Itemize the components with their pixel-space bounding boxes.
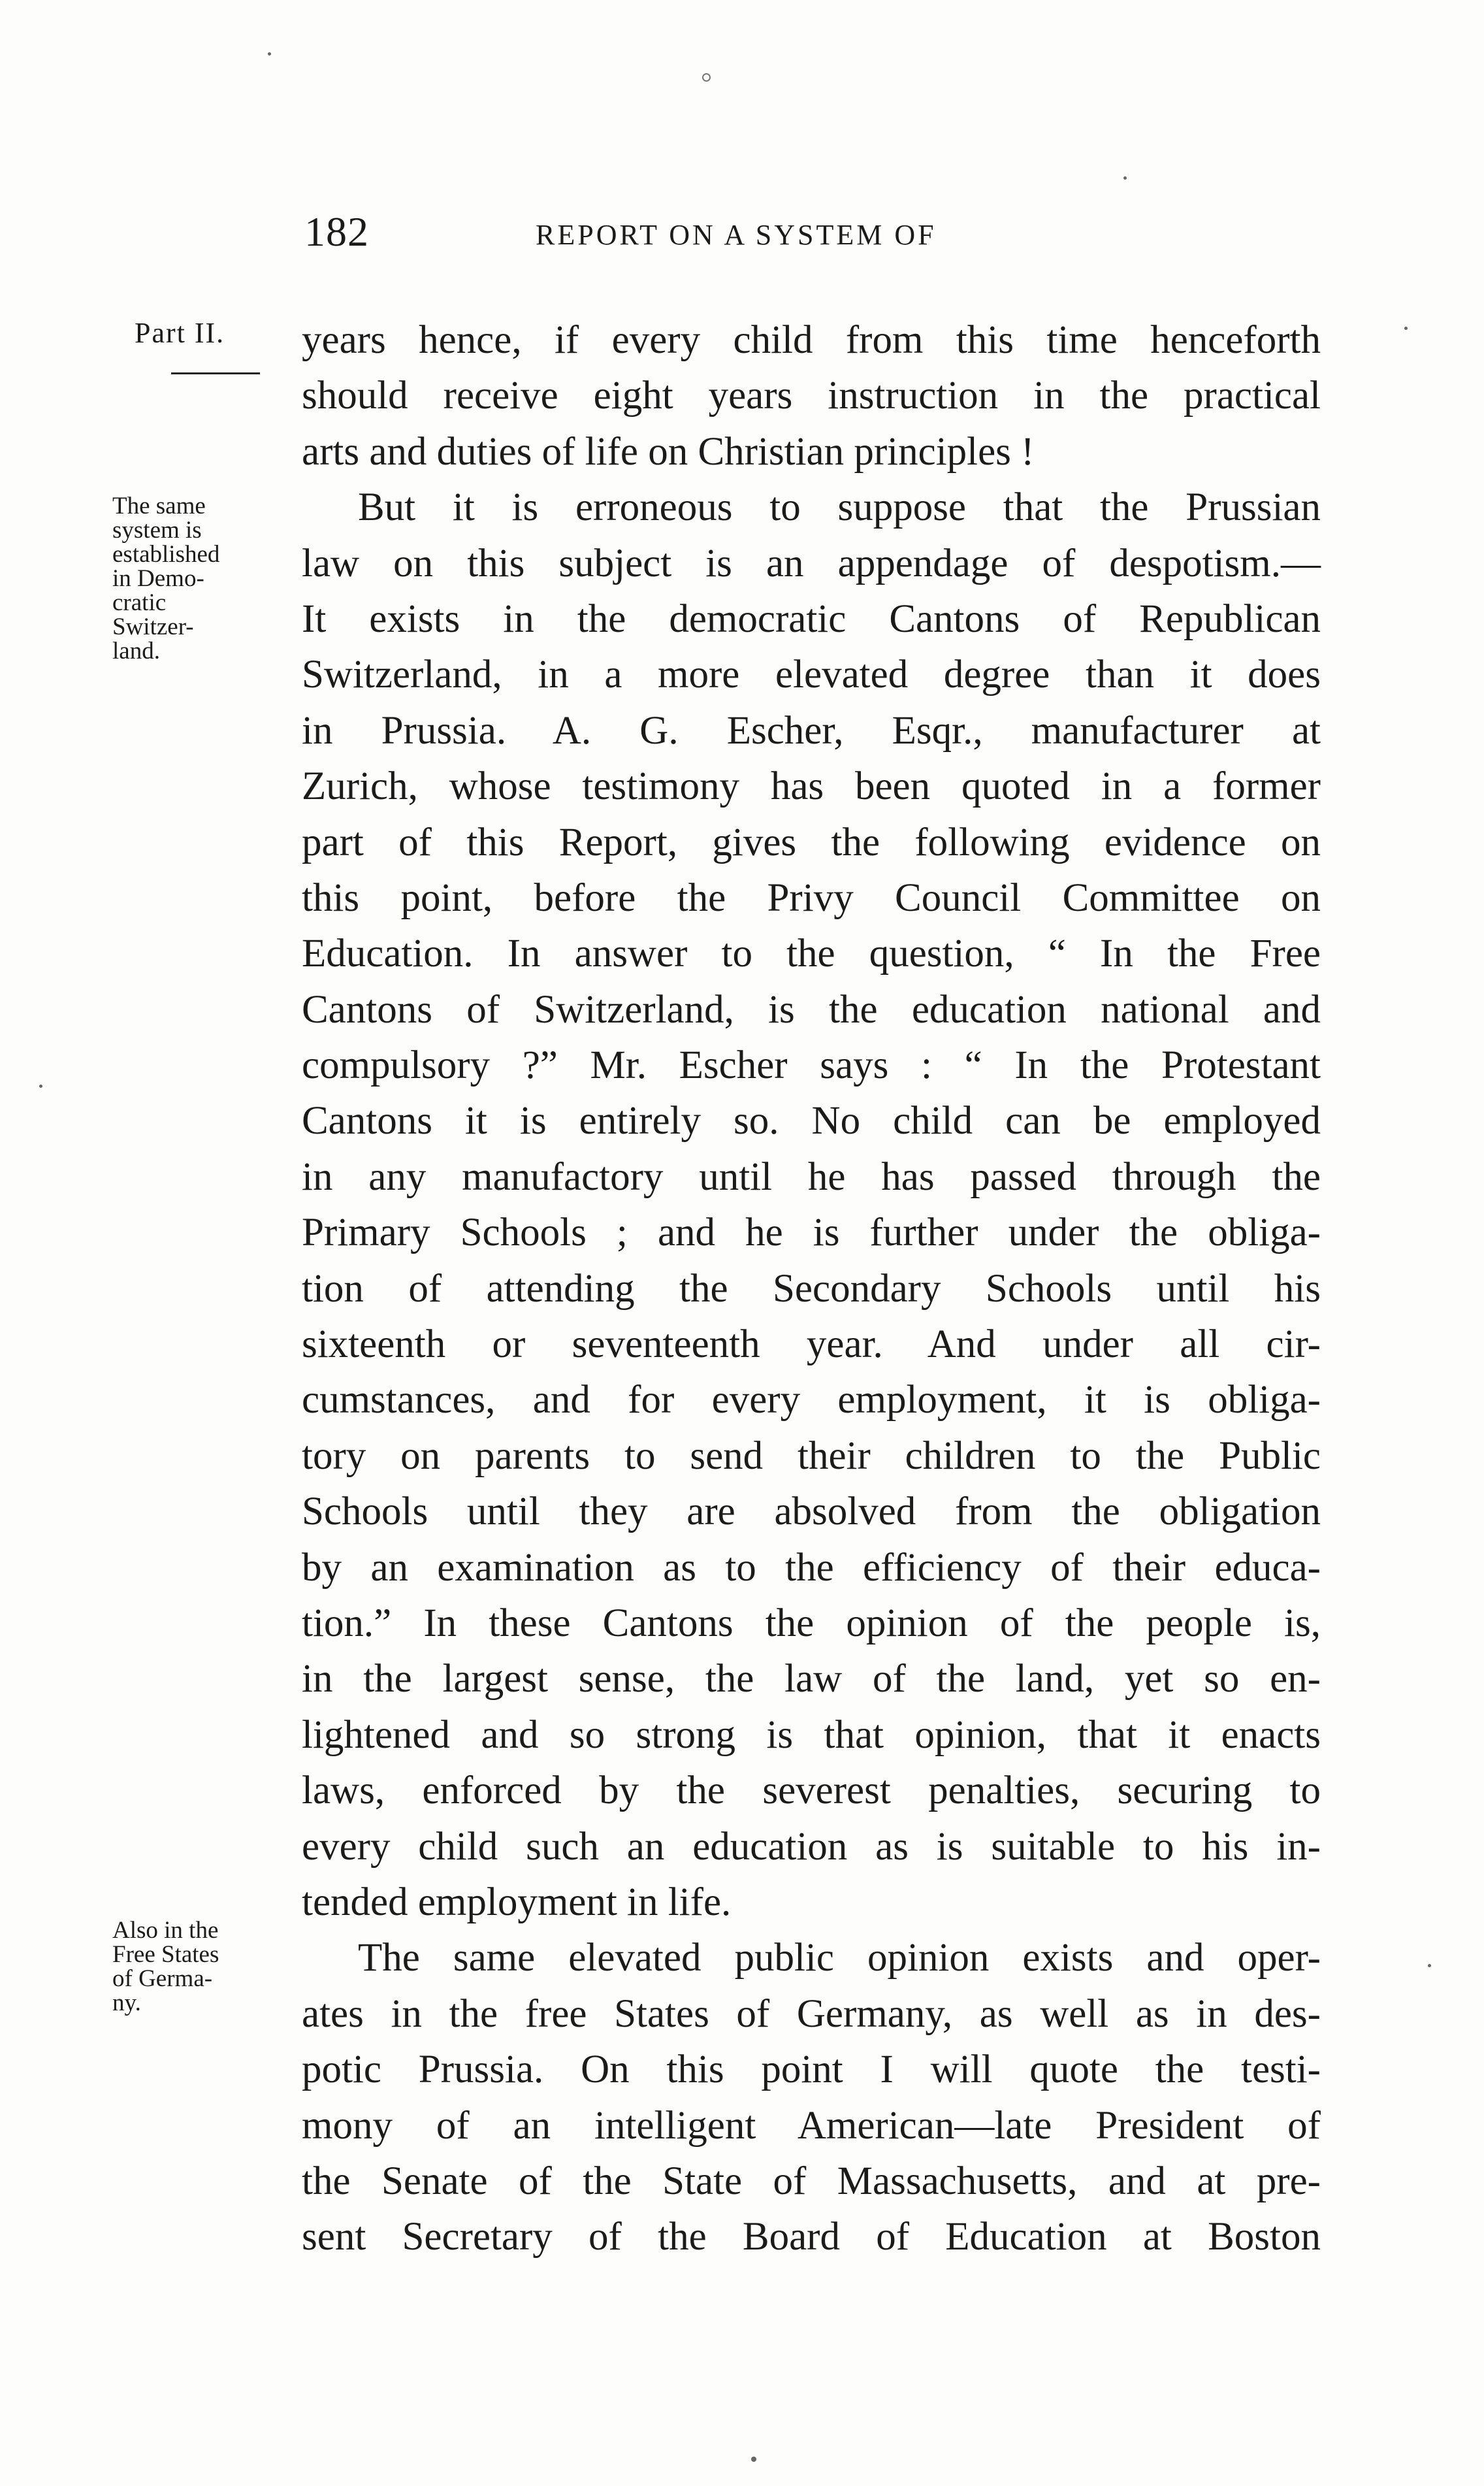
scan-speck	[1123, 176, 1127, 180]
text-line: Education. In answer to the question, “ In the Free	[302, 932, 1321, 976]
scan-speck	[1404, 327, 1408, 330]
text-line: this point, before the Privy Council Committee on	[302, 875, 1321, 920]
margin-note-line: The same	[112, 493, 206, 519]
scan-speck	[268, 52, 271, 56]
page-number: 182	[304, 208, 369, 255]
text-line: should receive eight years instruction in the practical	[302, 374, 1321, 418]
text-line: every child such an education as is suitable to his in-	[302, 1824, 1321, 1869]
margin-note-line: in Demo-	[112, 565, 204, 592]
scan-speck	[39, 1085, 42, 1088]
running-head: REPORT ON A SYSTEM OF	[536, 219, 937, 251]
margin-note-line: ny.	[112, 1989, 141, 2016]
text-line: Primary Schools ; and he is further under the obliga-	[302, 1211, 1321, 1255]
margin-note-line: Switzer-	[112, 613, 194, 640]
margin-note-line: system is	[112, 517, 202, 544]
text-line: Schools until they are absolved from the obligation	[302, 1490, 1321, 1534]
margin-note-switzerland	[112, 494, 302, 663]
text-line: part of this Report, gives the following evidence on	[302, 820, 1321, 864]
text-line: But it is erroneous to suppose that the Prussian	[358, 485, 1321, 530]
text-line: Switzerland, in a more elevated degree than it does	[302, 653, 1321, 697]
margin-note-line: Free States	[112, 1941, 219, 1968]
text-line: Cantons it is entirely so. No child can be employed	[302, 1099, 1321, 1143]
text-line: sixteenth or seventeenth year. And under all cir-	[302, 1322, 1321, 1367]
text-line: in Prussia. A. G. Escher, Esqr., manufacturer at	[302, 708, 1321, 753]
margin-note-line: cratic	[112, 589, 167, 616]
text-line: laws, enforced by the severest penalties, securing to	[302, 1769, 1321, 1813]
text-line: the Senate of the State of Massachusetts, and at pre-	[302, 2159, 1321, 2203]
scan-speck	[751, 2457, 756, 2462]
text-line: sent Secretary of the Board of Education at Boston	[302, 2215, 1321, 2259]
margin-note-line: Also in the	[112, 1917, 219, 1944]
text-line: mony of an intelligent American—late President of	[302, 2103, 1321, 2148]
text-line: in the largest sense, the law of the land, yet so en-	[302, 1657, 1321, 1701]
text-line: tion of attending the Secondary Schools until his	[302, 1266, 1321, 1311]
text-line: potic Prussia. On this point I will quote the testi-	[302, 2048, 1321, 2092]
part-rule	[171, 372, 260, 374]
margin-note-line: established	[112, 541, 220, 568]
text-line: tended employment in life.	[302, 1880, 732, 1924]
text-line: law on this subject is an appendage of despotism.—	[302, 541, 1321, 585]
text-line: cumstances, and for every employment, it is obliga-	[302, 1378, 1321, 1422]
text-line: by an examination as to the efficiency of their educa-	[302, 1545, 1321, 1590]
text-line: years hence, if every child from this time henceforth	[302, 318, 1321, 362]
text-line: lightened and so strong is that opinion, that it enacts	[302, 1712, 1321, 1757]
text-line: The same elevated public opinion exists and oper-	[358, 1936, 1321, 1980]
text-line: tion.” In these Cantons the opinion of the people is,	[302, 1601, 1321, 1645]
part-label: Part II.	[135, 317, 225, 349]
text-line: ates in the free States of Germany, as well as in des-	[302, 1991, 1321, 2036]
text-line: in any manufactory until he has passed through the	[302, 1154, 1321, 1199]
margin-note-line: of Germa-	[112, 1965, 213, 1992]
text-line: tory on parents to send their children to the Public	[302, 1433, 1321, 1478]
text-line: Cantons of Switzerland, is the education national and	[302, 987, 1321, 1032]
margin-note-line: land.	[112, 638, 160, 664]
text-line: It exists in the democratic Cantons of Republican	[302, 597, 1321, 641]
text-line: arts and duties of life on Christian principles !	[302, 429, 1035, 474]
body-text	[302, 312, 1321, 2265]
scan-speck	[702, 73, 711, 82]
margin-note-germany	[112, 1918, 302, 2015]
text-line: compulsory ?” Mr. Escher says : “ In the Protestant	[302, 1043, 1321, 1088]
scan-speck	[1428, 1964, 1431, 1967]
text-line: Zurich, whose testimony has been quoted in a former	[302, 764, 1321, 809]
